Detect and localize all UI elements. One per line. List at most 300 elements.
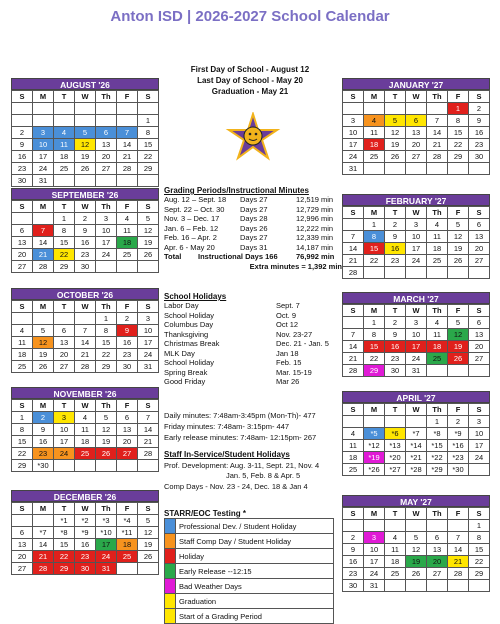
weekday-header: Th bbox=[96, 503, 117, 515]
month-grid bbox=[342, 206, 490, 279]
day-cell: *8 bbox=[427, 428, 448, 440]
day-cell bbox=[138, 563, 159, 575]
month-calendar bbox=[342, 292, 490, 377]
day-cell: 4 bbox=[364, 115, 385, 127]
day-cell: 29 bbox=[54, 261, 75, 273]
grading-rows bbox=[164, 195, 342, 252]
day-cell: 2 bbox=[448, 416, 469, 428]
day-cell: *29 bbox=[427, 464, 448, 476]
holiday-name: MLK Day bbox=[164, 348, 195, 358]
day-cell: 23 bbox=[75, 249, 96, 261]
day-cell bbox=[96, 103, 117, 115]
holiday-date: Jan 18 bbox=[276, 348, 299, 358]
day-cell: 18 bbox=[54, 151, 75, 163]
day-cell bbox=[33, 313, 54, 325]
day-cell bbox=[364, 163, 385, 175]
week-row bbox=[12, 175, 159, 187]
week-row bbox=[12, 151, 159, 163]
day-cell: 27 bbox=[469, 255, 490, 267]
day-cell: 15 bbox=[96, 337, 117, 349]
weekday-header: S bbox=[343, 404, 364, 416]
week-row bbox=[343, 103, 490, 115]
day-cell bbox=[54, 460, 75, 472]
day-cell: 10 bbox=[54, 424, 75, 436]
day-cell: 10 bbox=[343, 127, 364, 139]
grading-range: Sept. 22 – Oct. 30 bbox=[164, 204, 225, 214]
day-cell: 5 bbox=[448, 219, 469, 231]
day-cell: 5 bbox=[33, 325, 54, 337]
page-title: Anton ISD | 2026-2027 School Calendar bbox=[110, 8, 390, 25]
total-minutes: 76,992 min bbox=[296, 252, 335, 261]
legend-item bbox=[165, 564, 334, 579]
day-cell: 11 bbox=[343, 440, 364, 452]
holiday-row bbox=[164, 311, 342, 321]
day-cell: 9 bbox=[469, 115, 490, 127]
month-header: JANUARY '27 bbox=[342, 78, 490, 90]
day-cell bbox=[427, 163, 448, 175]
grading-range: Aug. 12 – Sept. 18 bbox=[164, 195, 227, 204]
day-cell: 14 bbox=[343, 243, 364, 255]
month-header: NOVEMBER '26 bbox=[11, 387, 159, 399]
legend-swatch bbox=[165, 564, 176, 579]
legend-item bbox=[165, 549, 334, 564]
week-row bbox=[12, 349, 159, 361]
day-cell: 12 bbox=[385, 127, 406, 139]
day-cell bbox=[54, 103, 75, 115]
day-cell: 25 bbox=[54, 163, 75, 175]
day-cell: *13 bbox=[385, 440, 406, 452]
day-cell: 27 bbox=[96, 163, 117, 175]
week-row bbox=[343, 115, 490, 127]
grading-range: Jan. 6 – Feb. 12 bbox=[164, 223, 219, 233]
week-row bbox=[12, 103, 159, 115]
day-cell: *2 bbox=[75, 515, 96, 527]
weekday-header: Th bbox=[427, 207, 448, 219]
day-cell: *9 bbox=[75, 527, 96, 539]
day-cell: 31 bbox=[138, 361, 159, 373]
day-cell: 16 bbox=[385, 243, 406, 255]
day-cell: 15 bbox=[138, 139, 159, 151]
weekday-header: W bbox=[75, 91, 96, 103]
weekday-header: W bbox=[406, 404, 427, 416]
month-grid bbox=[342, 507, 490, 592]
day-cell: 3 bbox=[406, 317, 427, 329]
day-cell bbox=[12, 515, 33, 527]
day-cell bbox=[469, 267, 490, 279]
day-cell: 5 bbox=[96, 412, 117, 424]
day-cell: 2 bbox=[75, 213, 96, 225]
week-row bbox=[12, 237, 159, 249]
day-cell: 10 bbox=[406, 329, 427, 341]
grading-total-row bbox=[164, 252, 342, 262]
day-cell: 29 bbox=[54, 563, 75, 575]
week-row bbox=[12, 313, 159, 325]
day-cell bbox=[117, 175, 138, 187]
weekday-header: T bbox=[54, 503, 75, 515]
day-cell: 14 bbox=[138, 424, 159, 436]
day-cell bbox=[385, 163, 406, 175]
month-grid bbox=[11, 90, 159, 187]
weekday-header: M bbox=[33, 503, 54, 515]
week-row bbox=[343, 139, 490, 151]
day-cell: 4 bbox=[75, 412, 96, 424]
holiday-row bbox=[164, 358, 342, 368]
day-cell: 5 bbox=[138, 213, 159, 225]
grading-range: Nov. 3 – Dec. 17 bbox=[164, 214, 220, 223]
day-cell: 15 bbox=[54, 539, 75, 551]
weekday-header: T bbox=[54, 91, 75, 103]
weekday-header: S bbox=[469, 404, 490, 416]
day-cell: 15 bbox=[54, 237, 75, 249]
day-cell: 15 bbox=[364, 341, 385, 353]
day-cell: 1 bbox=[96, 313, 117, 325]
holiday-row bbox=[164, 349, 342, 359]
holiday-name: Spring Break bbox=[164, 367, 208, 377]
day-cell: 31 bbox=[364, 580, 385, 592]
day-cell: 6 bbox=[12, 527, 33, 539]
weekday-header: T bbox=[54, 301, 75, 313]
day-cell: 8 bbox=[364, 231, 385, 243]
weekday-header: M bbox=[33, 301, 54, 313]
day-cell: 8 bbox=[448, 115, 469, 127]
day-cell: 1 bbox=[364, 317, 385, 329]
day-cell: 7 bbox=[75, 325, 96, 337]
day-cell: 29 bbox=[364, 365, 385, 377]
day-cell: 22 bbox=[54, 249, 75, 261]
day-cell: 13 bbox=[12, 237, 33, 249]
month-calendar bbox=[11, 288, 159, 373]
week-row bbox=[343, 353, 490, 365]
day-cell: 18 bbox=[117, 539, 138, 551]
day-cell: *27 bbox=[385, 464, 406, 476]
month-header: APRIL '27 bbox=[342, 391, 490, 403]
total-label: Total bbox=[164, 252, 182, 261]
day-cell bbox=[54, 175, 75, 187]
day-cell: 21 bbox=[138, 436, 159, 448]
day-cell: 20 bbox=[54, 349, 75, 361]
legend-swatch bbox=[165, 549, 176, 564]
weekday-header: M bbox=[364, 305, 385, 317]
legend-item bbox=[165, 534, 334, 549]
legend-swatch bbox=[165, 579, 176, 594]
week-row bbox=[12, 412, 159, 424]
day-cell: 19 bbox=[75, 151, 96, 163]
day-cell: 26 bbox=[33, 361, 54, 373]
day-cell: 23 bbox=[12, 163, 33, 175]
day-cell: 8 bbox=[12, 424, 33, 436]
day-cell bbox=[117, 460, 138, 472]
day-cell: 25 bbox=[427, 353, 448, 365]
day-cell: 26 bbox=[96, 448, 117, 460]
weekday-header: W bbox=[75, 400, 96, 412]
day-cell bbox=[406, 580, 427, 592]
weekday-header: F bbox=[117, 400, 138, 412]
legend-item bbox=[165, 519, 334, 534]
comp-days-line: Comp Days - Nov. 23 - 24, Dec. 18 & Jan 4 bbox=[164, 481, 308, 491]
day-cell: 13 bbox=[427, 544, 448, 556]
day-cell: 26 bbox=[385, 151, 406, 163]
week-row bbox=[12, 448, 159, 460]
day-cell: 15 bbox=[364, 243, 385, 255]
day-cell: 4 bbox=[427, 317, 448, 329]
day-cell bbox=[406, 267, 427, 279]
grading-range: Feb. 16 – Apr. 2 bbox=[164, 233, 217, 242]
weekday-header: Th bbox=[427, 404, 448, 416]
day-cell: 21 bbox=[343, 255, 364, 267]
weekday-header: W bbox=[75, 201, 96, 213]
holiday-name: Good Friday bbox=[164, 377, 206, 386]
week-row bbox=[12, 539, 159, 551]
week-row bbox=[343, 219, 490, 231]
month-calendar bbox=[11, 188, 159, 273]
day-cell bbox=[406, 163, 427, 175]
day-cell: 27 bbox=[469, 353, 490, 365]
day-cell bbox=[385, 520, 406, 532]
day-cell: 19 bbox=[448, 341, 469, 353]
day-cell bbox=[427, 365, 448, 377]
day-cell bbox=[427, 103, 448, 115]
day-cell: 12 bbox=[406, 544, 427, 556]
day-cell: 30 bbox=[12, 175, 33, 187]
week-row bbox=[343, 428, 490, 440]
month-header: FEBRUARY '27 bbox=[342, 194, 490, 206]
weekday-header: F bbox=[448, 305, 469, 317]
grading-minutes: 12,519 min bbox=[296, 195, 334, 204]
day-cell bbox=[385, 267, 406, 279]
week-row bbox=[12, 115, 159, 127]
day-cell: 7 bbox=[117, 127, 138, 139]
day-cell: 16 bbox=[12, 151, 33, 163]
weekday-header: S bbox=[12, 400, 33, 412]
day-cell bbox=[469, 163, 490, 175]
day-cell: 2 bbox=[12, 127, 33, 139]
day-cell: 23 bbox=[385, 255, 406, 267]
day-cell: 17 bbox=[406, 243, 427, 255]
day-cell: 4 bbox=[12, 325, 33, 337]
day-cell: 9 bbox=[12, 139, 33, 151]
month-header: MARCH '27 bbox=[342, 292, 490, 304]
day-cell: 8 bbox=[96, 325, 117, 337]
day-cell: 20 bbox=[406, 139, 427, 151]
week-row bbox=[12, 515, 159, 527]
weekday-header: T bbox=[385, 91, 406, 103]
grading-days: Days 27 bbox=[240, 233, 268, 242]
day-cell: 7 bbox=[448, 532, 469, 544]
legend-table bbox=[164, 518, 334, 624]
weekday-header: S bbox=[12, 91, 33, 103]
inservice-line-2: Jan. 5, Feb. 8 & Apr. 5 bbox=[226, 471, 301, 480]
day-cell: 13 bbox=[54, 337, 75, 349]
day-cell: 6 bbox=[117, 412, 138, 424]
weekday-header: M bbox=[364, 207, 385, 219]
day-cell: *6 bbox=[385, 428, 406, 440]
weekday-header: F bbox=[117, 91, 138, 103]
day-cell: 16 bbox=[385, 341, 406, 353]
day-cell: *1 bbox=[54, 515, 75, 527]
day-cell: 24 bbox=[96, 551, 117, 563]
day-cell bbox=[117, 115, 138, 127]
weekday-header: W bbox=[406, 207, 427, 219]
legend-label: Start of a Grading Period bbox=[176, 609, 334, 624]
day-cell: 31 bbox=[96, 563, 117, 575]
day-cell: 3 bbox=[469, 416, 490, 428]
weekday-header: T bbox=[385, 305, 406, 317]
day-cell: 21 bbox=[343, 353, 364, 365]
weekday-header: S bbox=[343, 305, 364, 317]
day-cell bbox=[448, 365, 469, 377]
day-cell: *19 bbox=[364, 452, 385, 464]
day-cell: 27 bbox=[427, 568, 448, 580]
day-cell: 9 bbox=[117, 325, 138, 337]
grading-days: Days 27 bbox=[240, 195, 268, 204]
holiday-name: Columbus Day bbox=[164, 320, 214, 329]
weekday-header: S bbox=[12, 503, 33, 515]
day-cell: 3 bbox=[343, 115, 364, 127]
day-cell bbox=[33, 515, 54, 527]
weekday-header: T bbox=[54, 400, 75, 412]
weekday-header: T bbox=[54, 201, 75, 213]
legend-label: Bad Weather Days bbox=[176, 579, 334, 594]
week-row bbox=[343, 440, 490, 452]
day-cell: 30 bbox=[75, 563, 96, 575]
day-cell: 24 bbox=[54, 448, 75, 460]
day-cell bbox=[364, 267, 385, 279]
month-header: MAY '27 bbox=[342, 495, 490, 507]
day-cell: 17 bbox=[96, 539, 117, 551]
day-cell bbox=[138, 261, 159, 273]
day-cell: 16 bbox=[117, 337, 138, 349]
day-cell: 26 bbox=[448, 353, 469, 365]
holiday-date: Sept. 7 bbox=[276, 301, 300, 310]
day-cell: 20 bbox=[12, 551, 33, 563]
legend-swatch bbox=[165, 519, 176, 534]
day-cell: 28 bbox=[343, 365, 364, 377]
day-cell: 11 bbox=[385, 544, 406, 556]
holiday-row bbox=[164, 368, 342, 378]
grading-days: Days 27 bbox=[240, 204, 268, 214]
day-cell bbox=[469, 464, 490, 476]
grading-minutes: 14,187 min bbox=[296, 242, 334, 252]
day-cell: 13 bbox=[117, 424, 138, 436]
weekday-header: T bbox=[385, 207, 406, 219]
day-cell: 18 bbox=[343, 452, 364, 464]
month-calendar bbox=[342, 194, 490, 279]
day-cell: 27 bbox=[12, 261, 33, 273]
day-cell: 29 bbox=[138, 163, 159, 175]
day-cell: 14 bbox=[448, 544, 469, 556]
week-row bbox=[12, 436, 159, 448]
weekday-header: S bbox=[469, 207, 490, 219]
day-cell: 22 bbox=[469, 556, 490, 568]
day-cell: 12 bbox=[138, 527, 159, 539]
day-cell bbox=[96, 175, 117, 187]
grading-row bbox=[164, 214, 342, 224]
weekday-header: Th bbox=[427, 305, 448, 317]
day-cell: 16 bbox=[469, 127, 490, 139]
day-cell: 28 bbox=[343, 267, 364, 279]
day-cell: 26 bbox=[138, 551, 159, 563]
day-cell bbox=[33, 115, 54, 127]
month-header: AUGUST '26 bbox=[11, 78, 159, 90]
month-calendar bbox=[11, 387, 159, 472]
day-cell: 13 bbox=[469, 329, 490, 341]
weekday-header: F bbox=[448, 508, 469, 520]
weekday-header: W bbox=[406, 508, 427, 520]
day-cell: 11 bbox=[117, 225, 138, 237]
day-cell: 1 bbox=[448, 103, 469, 115]
day-cell: 17 bbox=[33, 151, 54, 163]
holiday-date: Mar 26 bbox=[276, 377, 300, 386]
day-cell: 29 bbox=[12, 460, 33, 472]
day-cell: 2 bbox=[469, 103, 490, 115]
month-grid bbox=[11, 200, 159, 273]
day-cell: 19 bbox=[385, 139, 406, 151]
day-cell: 2 bbox=[385, 219, 406, 231]
day-cell: 19 bbox=[406, 556, 427, 568]
week-row bbox=[12, 361, 159, 373]
legend-label: Staff Comp Day / Student Holiday bbox=[176, 534, 334, 549]
legend bbox=[164, 509, 334, 624]
week-row bbox=[12, 139, 159, 151]
weekday-header: F bbox=[117, 201, 138, 213]
day-cell: *23 bbox=[448, 452, 469, 464]
legend-swatch bbox=[165, 534, 176, 549]
day-cell: 20 bbox=[12, 249, 33, 261]
day-cell: *12 bbox=[364, 440, 385, 452]
day-cell: 6 bbox=[427, 532, 448, 544]
legend-swatch bbox=[165, 609, 176, 624]
day-cell: 31 bbox=[33, 175, 54, 187]
day-cell bbox=[343, 520, 364, 532]
day-cell bbox=[406, 103, 427, 115]
day-cell: 30 bbox=[75, 261, 96, 273]
day-cell: 14 bbox=[75, 337, 96, 349]
grading-row bbox=[164, 224, 342, 234]
weekday-header: W bbox=[406, 91, 427, 103]
month-calendar bbox=[11, 78, 159, 187]
weekday-header: Th bbox=[96, 400, 117, 412]
weekday-header: F bbox=[448, 207, 469, 219]
week-row bbox=[343, 127, 490, 139]
weekday-header: M bbox=[33, 400, 54, 412]
grading-periods-section bbox=[164, 186, 342, 272]
early-release-minutes: Early release minutes: 7:48am- 12:15pm- 267 bbox=[164, 433, 317, 442]
day-cell: 11 bbox=[364, 127, 385, 139]
day-cell bbox=[448, 520, 469, 532]
month-header: OCTOBER '26 bbox=[11, 288, 159, 300]
day-cell: 3 bbox=[96, 213, 117, 225]
day-cell bbox=[33, 213, 54, 225]
day-cell: 11 bbox=[427, 329, 448, 341]
day-cell: 20 bbox=[469, 341, 490, 353]
day-cell: 5 bbox=[138, 515, 159, 527]
day-cell: 26 bbox=[448, 255, 469, 267]
month-grid bbox=[342, 403, 490, 476]
day-cell: 28 bbox=[448, 568, 469, 580]
day-cell: 12 bbox=[33, 337, 54, 349]
day-cell: 21 bbox=[427, 139, 448, 151]
month-grid bbox=[11, 399, 159, 472]
weekday-header: S bbox=[469, 305, 490, 317]
day-cell: *3 bbox=[96, 515, 117, 527]
grading-minutes: 12,996 min bbox=[296, 214, 334, 223]
day-cell: 7 bbox=[33, 225, 54, 237]
day-cell: 24 bbox=[469, 452, 490, 464]
grading-row bbox=[164, 233, 342, 243]
weekday-header: S bbox=[138, 201, 159, 213]
day-cell: 18 bbox=[12, 349, 33, 361]
day-cell bbox=[385, 416, 406, 428]
